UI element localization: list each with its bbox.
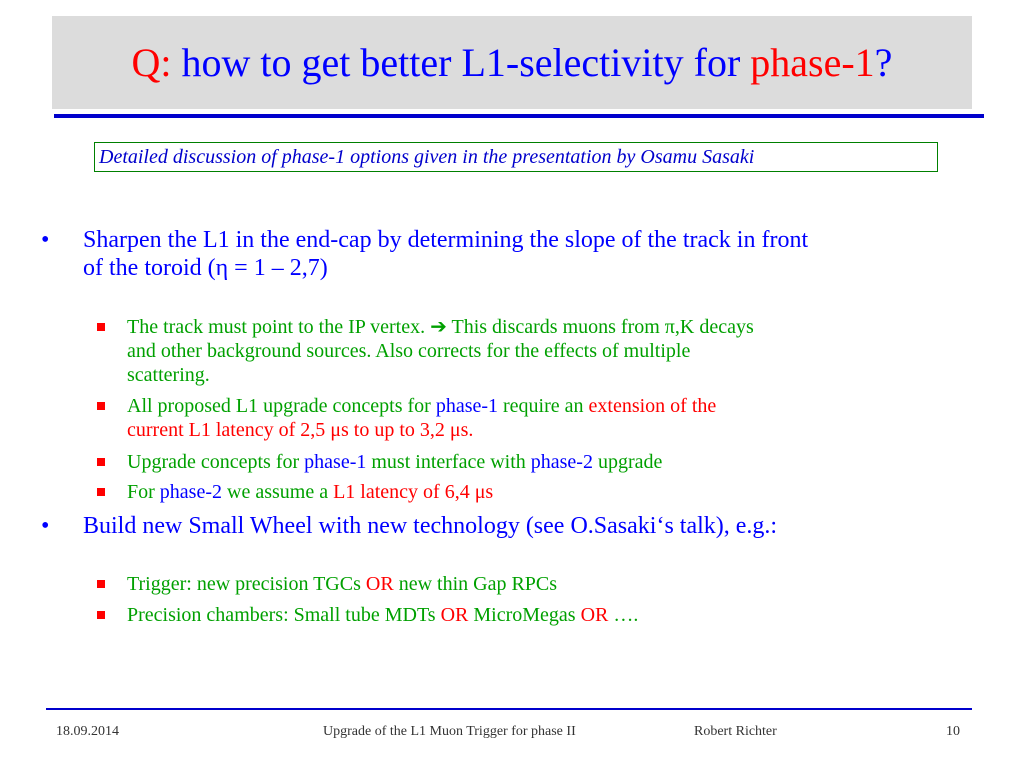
slide-title xyxy=(52,40,972,86)
sub-bullet-1-line1: The track must point to the IP vertex. ➔ This discards muons from π,K decays xyxy=(127,316,754,338)
red-square-bullet xyxy=(97,323,105,331)
sub-bullet-6 xyxy=(127,603,638,627)
sub-bullet-3 xyxy=(127,450,662,474)
sub-bullet-6-or1: OR xyxy=(440,604,469,626)
sub-bullet-3-text-c: must interface with xyxy=(366,451,531,473)
sub-bullet-2-extension: extension of the xyxy=(588,395,717,417)
footer-divider xyxy=(46,708,972,710)
sub-bullet-1 xyxy=(127,315,754,387)
red-square-bullet xyxy=(97,580,105,588)
title-q: Q: xyxy=(131,40,172,85)
bullet-dot: • xyxy=(41,227,50,253)
sub-bullet-2 xyxy=(127,394,716,442)
red-square-bullet xyxy=(97,458,105,466)
sub-bullet-6-text-c: MicroMegas xyxy=(468,604,581,626)
title-divider xyxy=(54,114,984,118)
sub-bullet-3-text-a: Upgrade concepts for xyxy=(127,451,305,473)
sub-bullet-6-text-a: Precision chambers: Small tube MDTs xyxy=(127,604,441,626)
sub-bullet-3-phase2: phase-2 xyxy=(530,451,593,473)
sub-bullet-2-text-a: All proposed L1 upgrade concepts for xyxy=(127,395,436,417)
sub-bullet-2-line2: current L1 latency of 2,5 μs to up to 3,2 μs. xyxy=(127,419,474,441)
footer-date: 18.09.2014 xyxy=(56,724,119,739)
sub-bullet-6-or2: OR xyxy=(580,604,609,626)
footer-center: Upgrade of the L1 Muon Trigger for phase II xyxy=(323,724,576,739)
sub-bullet-2-phase: phase-1 xyxy=(435,395,499,417)
sub-bullet-6-text-e: …. xyxy=(608,604,639,626)
sub-bullet-2-text-c: require an xyxy=(498,395,589,417)
title-box xyxy=(52,16,972,109)
red-square-bullet xyxy=(97,488,105,496)
sub-bullet-3-text-e: upgrade xyxy=(592,451,663,473)
sub-bullet-5-text-a: Trigger: new precision TGCs xyxy=(127,573,366,595)
sub-bullet-4-text-c: we assume a xyxy=(222,481,334,503)
sub-bullet-4-phase2: phase-2 xyxy=(159,481,222,503)
bullet-1 xyxy=(41,226,809,282)
bullet-2 xyxy=(41,512,778,540)
title-phase: phase-1 xyxy=(750,40,875,85)
red-square-bullet xyxy=(97,402,105,410)
sub-bullet-5 xyxy=(127,572,557,596)
footer-author: Robert Richter xyxy=(694,724,777,739)
title-qmark: ? xyxy=(874,40,893,85)
sub-bullet-5-text-c: new thin Gap RPCs xyxy=(393,573,558,595)
sub-bullet-4-text-a: For xyxy=(127,481,160,503)
bullet-dot: • xyxy=(41,513,50,539)
title-main: how to get better L1-selectivity for xyxy=(171,40,751,85)
sub-bullet-1-line2: and other background sources. Also corrects for the effects of multiple xyxy=(127,340,691,362)
bullet-1-line2: of the toroid (η = 1 – 2,7) xyxy=(83,255,328,281)
bullet-2-line1: Build new Small Wheel with new technology (see O.Sasaki‘s talk), e.g.: xyxy=(83,513,778,539)
red-square-bullet xyxy=(97,611,105,619)
sub-bullet-1-line3: scattering. xyxy=(127,364,210,386)
sub-bullet-4-latency: L1 latency of 6,4 μs xyxy=(333,481,494,503)
footer-page-number: 10 xyxy=(946,724,960,739)
bullet-1-line1: Sharpen the L1 in the end-cap by determining the slope of the track in front xyxy=(83,227,809,253)
subtitle-box: Detailed discussion of phase-1 options given in the presentation by Osamu Sasaki xyxy=(94,142,938,172)
sub-bullet-4 xyxy=(127,480,493,504)
sub-bullet-3-phase1: phase-1 xyxy=(304,451,367,473)
sub-bullet-5-or: OR xyxy=(365,573,394,595)
